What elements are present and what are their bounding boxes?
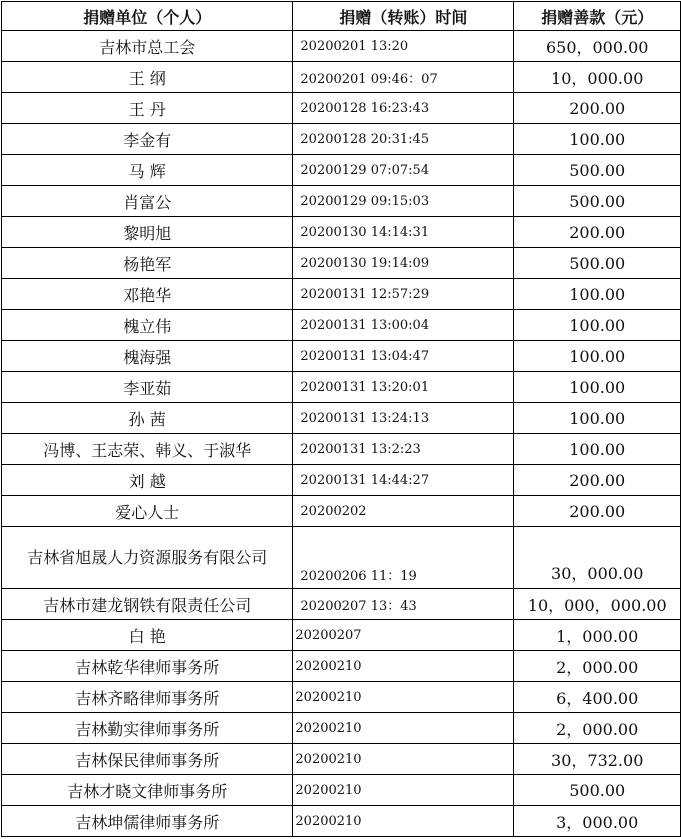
donor-cell: 吉林乾华律师事务所 [2,651,293,682]
table-row [2,279,681,310]
header-time: 捐赠（转账）时间 [293,2,514,31]
time-cell: 20200130 14:14:31 [293,217,514,248]
time-cell: 20200207 13：43 [293,589,514,620]
table-row [2,403,681,434]
amount-cell: 500.00 [514,186,681,217]
donor-cell: 吉林市建龙钢铁有限责任公司 [2,589,293,620]
amount-cell: 30，732.00 [514,744,681,775]
time-cell: 20200128 16:23:43 [293,93,514,124]
table-row [2,186,681,217]
time-cell: 20200131 13:00:04 [293,310,514,341]
donor-cell: 李金有 [2,124,293,155]
header-donor: 捐赠单位（个人） [2,2,293,31]
donor-cell: 白 艳 [2,620,293,651]
amount-cell: 200.00 [514,496,681,527]
donor-cell: 吉林勤实律师事务所 [2,713,293,744]
amount-cell: 100.00 [514,434,681,465]
time-cell: 20200131 13:04:47 [293,341,514,372]
table-row [2,93,681,124]
header-row [2,2,681,31]
time-cell: 20200131 13:24:13 [293,403,514,434]
donor-cell: 李亚茹 [2,372,293,403]
donor-cell: 冯博、王志荣、韩义、于淑华 [2,434,293,465]
amount-cell: 100.00 [514,310,681,341]
table-row [2,155,681,186]
donor-cell: 马 辉 [2,155,293,186]
donor-cell: 吉林齐略律师事务所 [2,682,293,713]
table-row [2,682,681,713]
donor-cell: 刘 越 [2,465,293,496]
time-cell: 20200210 [293,806,514,837]
donor-cell: 吉林市总工会 [2,31,293,62]
amount-cell: 10，000，000.00 [514,589,681,620]
amount-cell: 500.00 [514,155,681,186]
donor-cell: 吉林省旭晟人力资源服务有限公司 [2,527,293,589]
time-cell: 20200129 07:07:54 [293,155,514,186]
table-row [2,744,681,775]
time-cell: 20200210 [293,775,514,806]
amount-cell: 100.00 [514,372,681,403]
time-cell: 20200202 [293,496,514,527]
time-cell: 20200210 [293,682,514,713]
amount-cell: 100.00 [514,341,681,372]
table-row [2,434,681,465]
amount-cell: 1，000.00 [514,620,681,651]
table-row [2,620,681,651]
table-row [2,775,681,806]
time-cell: 20200131 12:57:29 [293,279,514,310]
table-row [2,341,681,372]
donation-table [1,1,681,837]
time-cell: 20200131 14:44:27 [293,465,514,496]
donor-cell: 肖富公 [2,186,293,217]
donor-cell: 槐立伟 [2,310,293,341]
donor-cell: 杨艳军 [2,248,293,279]
amount-cell: 500.00 [514,775,681,806]
table-row [2,651,681,682]
table-row [2,806,681,837]
amount-cell: 500.00 [514,248,681,279]
donor-cell: 槐海强 [2,341,293,372]
amount-cell: 6，400.00 [514,682,681,713]
amount-cell: 2，000.00 [514,713,681,744]
table-row [2,31,681,62]
table-row [2,372,681,403]
amount-cell: 200.00 [514,217,681,248]
time-cell: 20200128 20:31:45 [293,124,514,155]
donor-cell: 吉林坤儒律师事务所 [2,806,293,837]
donor-cell: 吉林保民律师事务所 [2,744,293,775]
amount-cell: 650，000.00 [514,31,681,62]
time-cell: 20200207 [293,620,514,651]
time-cell: 20200129 09:15:03 [293,186,514,217]
donor-cell: 王 丹 [2,93,293,124]
table-row [2,217,681,248]
amount-cell: 200.00 [514,465,681,496]
table-row [2,62,681,93]
donor-cell: 黎明旭 [2,217,293,248]
amount-cell: 100.00 [514,279,681,310]
donor-cell: 孙 茜 [2,403,293,434]
time-cell: 20200210 [293,651,514,682]
time-cell: 20200201 09:46：07 [293,62,514,93]
amount-cell: 3，000.00 [514,806,681,837]
table-row [2,496,681,527]
table-row [2,124,681,155]
time-cell: 20200131 13:2:23 [293,434,514,465]
amount-cell: 30，000.00 [514,527,681,589]
time-cell: 20200210 [293,744,514,775]
amount-cell: 100.00 [514,403,681,434]
table-row [2,713,681,744]
donor-cell: 吉林才晓文律师事务所 [2,775,293,806]
donor-cell: 王 纲 [2,62,293,93]
donor-cell: 爱心人士 [2,496,293,527]
time-cell: 20200201 13:20 [293,31,514,62]
table-row [2,527,681,589]
time-cell: 20200206 11：19 [293,527,514,589]
header-amount: 捐赠善款（元） [514,2,681,31]
table-row [2,248,681,279]
donor-cell: 邓艳华 [2,279,293,310]
amount-cell: 10，000.00 [514,62,681,93]
time-cell: 20200130 19:14:09 [293,248,514,279]
table-row [2,589,681,620]
amount-cell: 2，000.00 [514,651,681,682]
time-cell: 20200210 [293,713,514,744]
table-row [2,310,681,341]
time-cell: 20200131 13:20:01 [293,372,514,403]
amount-cell: 100.00 [514,124,681,155]
table-row [2,465,681,496]
amount-cell: 200.00 [514,93,681,124]
